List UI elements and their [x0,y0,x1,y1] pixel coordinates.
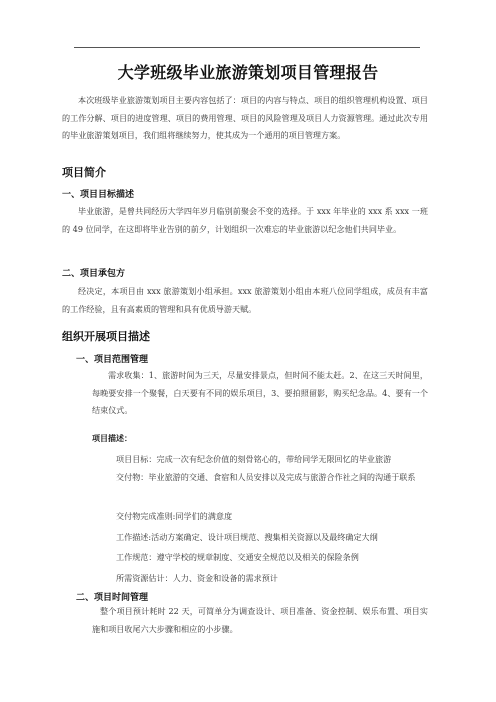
deliverable-line: 交付物：毕业旅游的交通、食宿和人员安排以及完成与旅游合作社之间的沟通于联系 [116,472,416,482]
section-heading-overview: 项目简介 [62,166,106,179]
criteria-line: 交付物完成准则:同学们的满意度 [116,511,233,521]
intro-paragraph: 本次班级毕业旅游策划项目主要内容包括了：项目的内容与特点、项目的组织管理机构设置、项目的工作分解、项目的进度管理、项目的费用管理、项目的风险管理及项目人力资源管理。通过此次专用的毕业旅游策划项目，我们组将继续努力，使其成为一个通用的项目管理方案。 [62,95,428,140]
contractor-paragraph: 经决定，本项目由 xxx 旅游策划小组承担。xxx 旅游策划小组由本班八位同学组成，成员有丰富的工作经验，且有高素质的管理和具有优质导游天赋。 [62,286,428,314]
subheading-scope: 一、项目范围管理 [76,355,149,365]
goal-paragraph: 毕业旅游，是曾共同经历大学四年岁月临别前聚会不变的选择。于 xxx 年毕业的 xxx 系 xxx 一班的 49 位同学，在这即将毕业告别的前夕，计划组织一次难忘的毕业旅游以纪念他们共同毕业。 [62,206,428,234]
project-goal-line: 项目目标：完成一次有纪念价值的刻骨铭心的，带给同学无限回忆的毕业旅游 [116,454,392,464]
project-description-heading: 项目描述： [92,434,132,443]
section-heading-organization: 组织开展项目描述 [62,330,150,343]
work-spec-line: 工作规范：遵守学校的规章制度、交通安全规范以及相关的保险条例 [116,552,359,562]
resources-line: 所需资源估计：人力、资金和设备的需求预计 [116,573,278,583]
subheading-time: 二、项目时间管理 [76,593,149,603]
subheading-contractor: 二、项目承包方 [62,269,126,279]
work-description-line: 工作描述:活动方案确定、设计项目规范、搜集相关资源以及最终确定大纲 [116,532,378,542]
page-title: 大学班级毕业旅游策划项目管理报告 [117,63,379,82]
scope-paragraph: 需求收集：1、旅游时间为三天，尽量安排景点，但时间不能太赶。2、在这三天时间里，每晚要安排一个聚餐，白天要有不同的娱乐项目，3、要拍照留影，购买纪念品。4、要有一个结束仪式。 [92,370,428,415]
subheading-goal: 一、项目目标描述 [62,190,135,200]
header-rule [74,47,420,48]
time-paragraph: 整个项目预计耗时 22 天，可简单分为调查设计、项目准备、资金控制、娱乐布置、项目实施和项目收尾六大步骤和相应的小步骤。 [92,606,428,634]
